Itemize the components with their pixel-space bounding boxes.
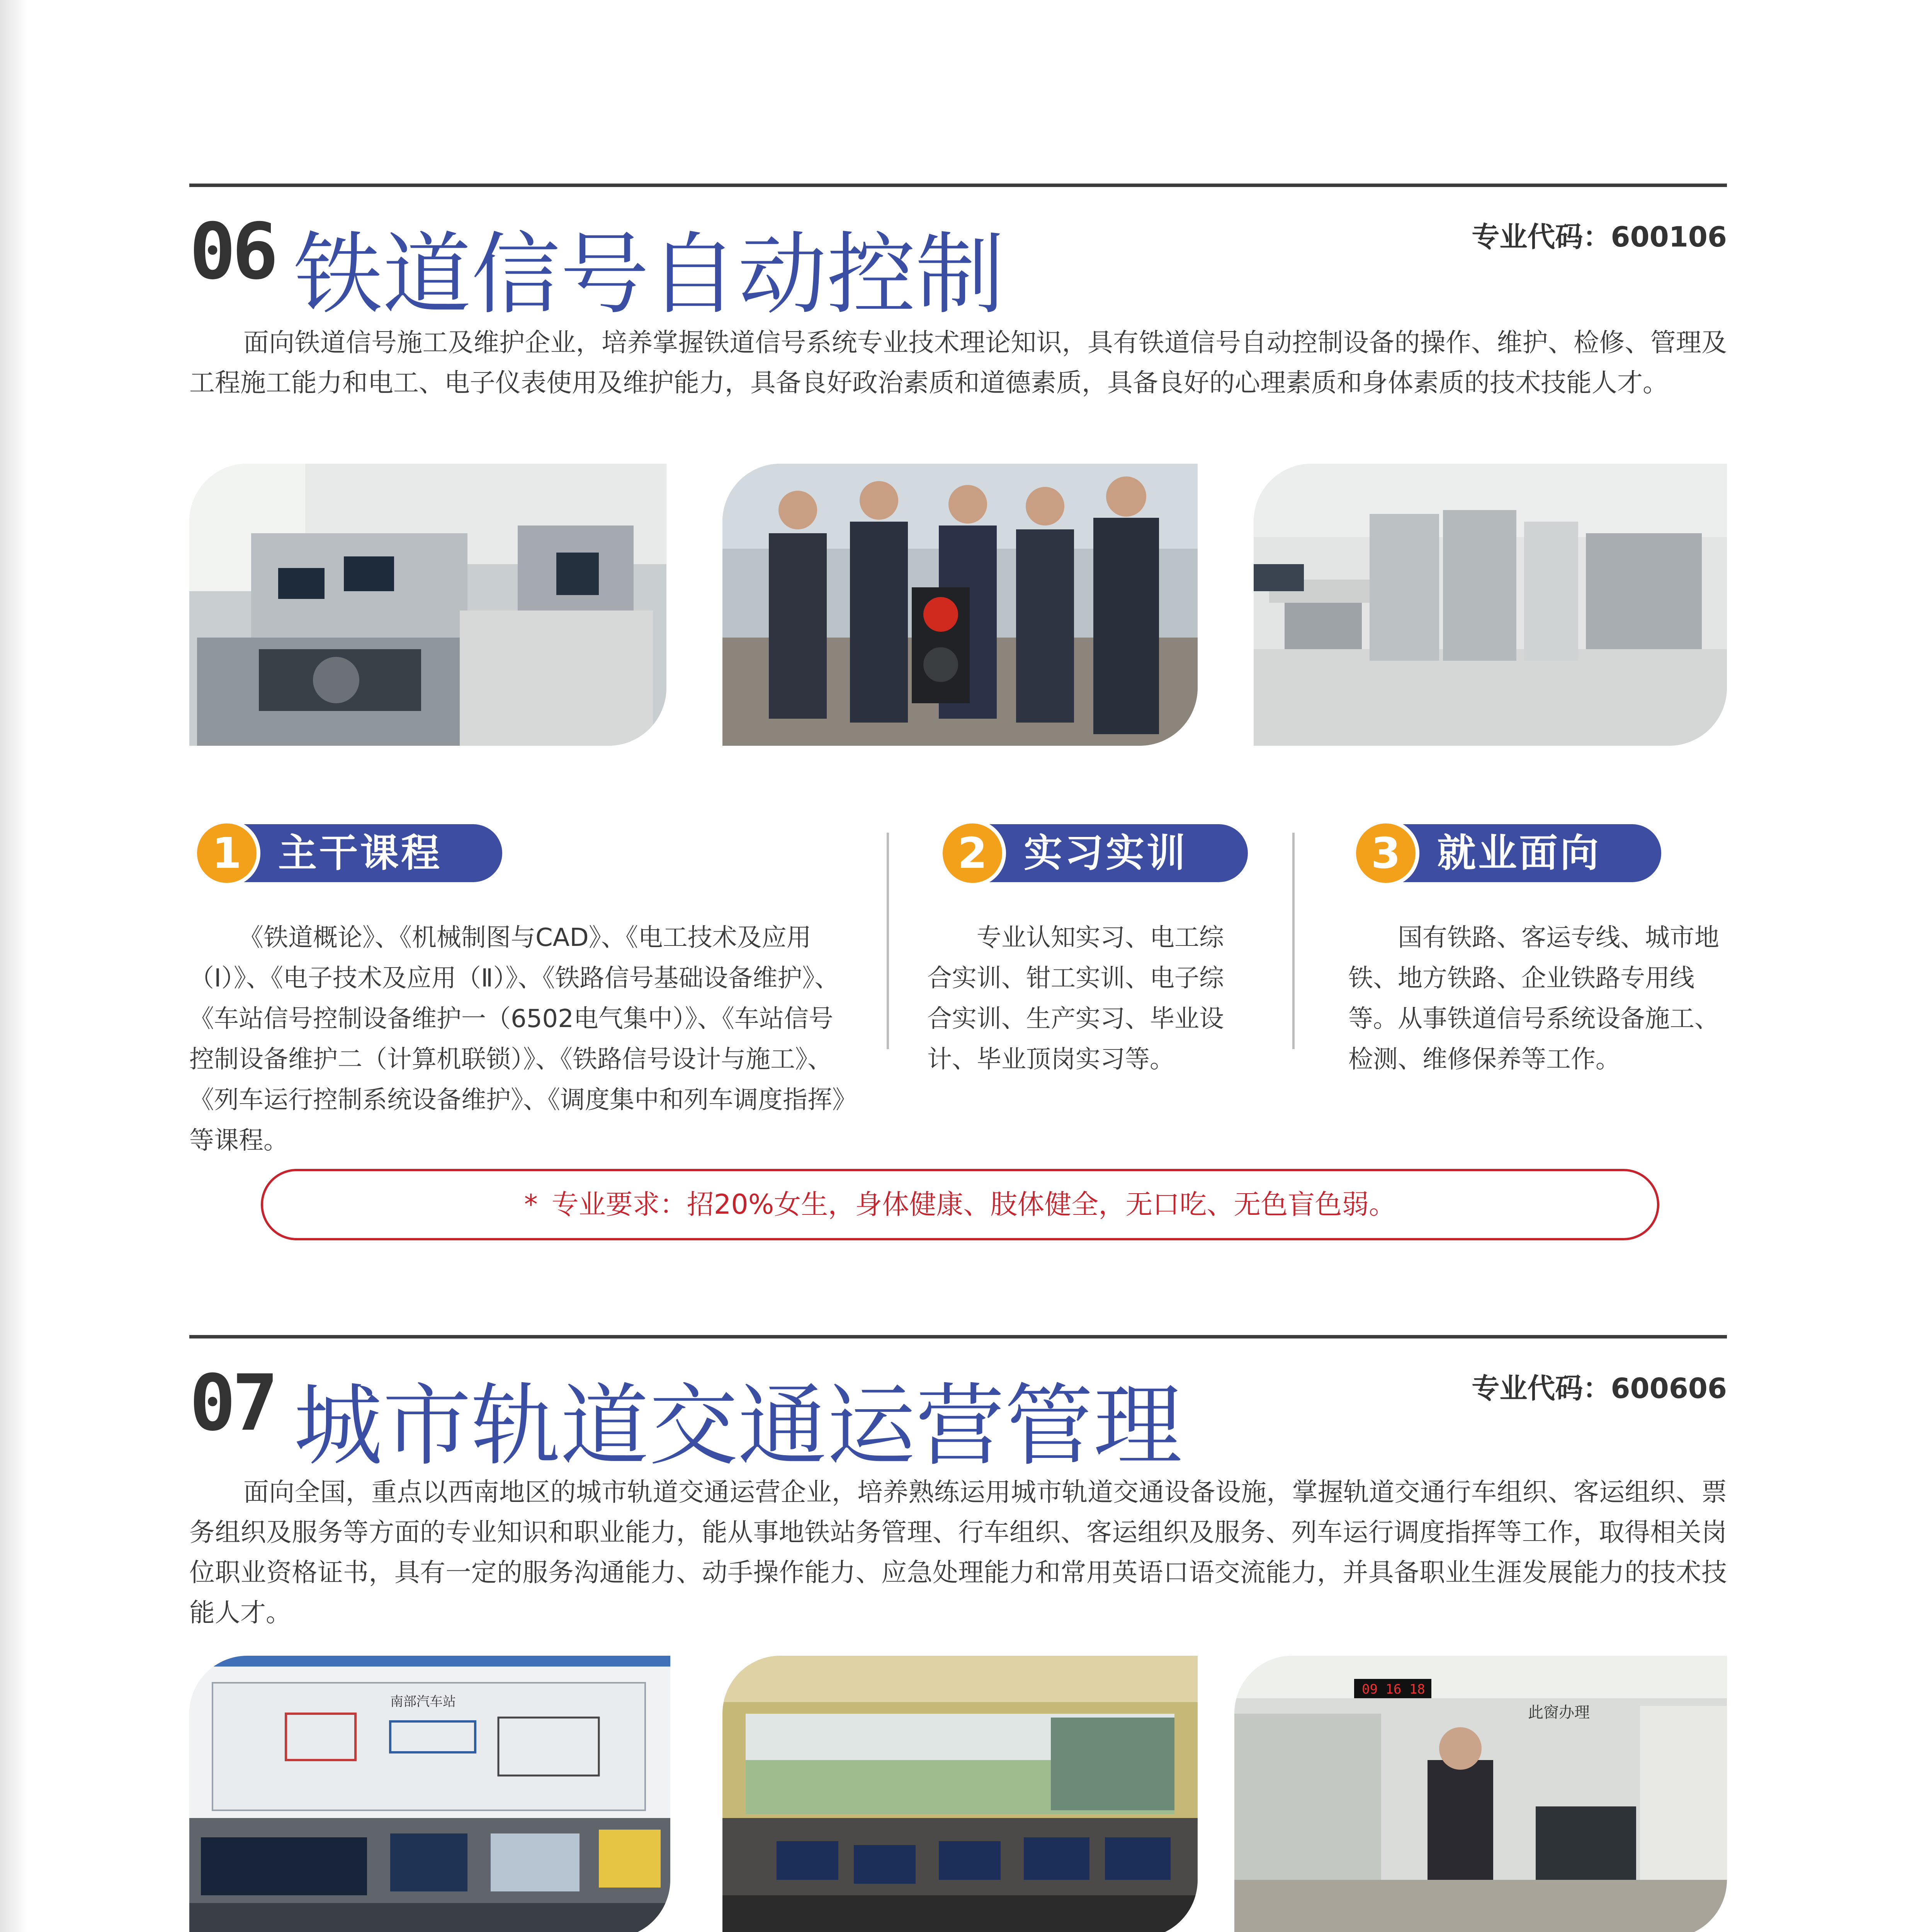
section-rule: [189, 184, 1727, 187]
badge-number: 2: [939, 820, 1006, 887]
badge-label: 实习实训: [1024, 830, 1188, 876]
badge-employment: [1360, 824, 1661, 882]
section-intro: 面向铁道信号施工及维护企业，培养掌握铁道信号系统专业技术理论知识，具有铁道信号自动控制设备的操作、维护、检修、管理及工程施工能力和电工、电子仪表使用及维护能力，具备良好政治素质和道德素质，具备良好的心理素质和身体素质的技术技能人才。: [189, 328, 1727, 398]
requirement-text: 专业要求：招20%女生，身体健康、肢体健全，无口吃、无色盲色弱。: [551, 1189, 1396, 1220]
major-requirement: [261, 1169, 1659, 1240]
section-title: 城市轨道交通运营管理: [294, 1375, 1183, 1478]
major-code: 专业代码：600106: [1472, 221, 1727, 253]
badge-internship: [947, 824, 1248, 882]
employment-text: 国有铁路、客运专线、城市地铁、地方铁路、企业铁路专用线等。从事铁道信号系统设备施工、检测、维修保养等工作。: [1348, 923, 1719, 1074]
photo-students-signal: [722, 464, 1198, 746]
badge-label: 主干课程: [278, 830, 442, 876]
panel-title: 南部汽车站: [390, 1694, 456, 1709]
badge-label: 就业面向: [1437, 830, 1601, 876]
section-intro: 面向全国，重点以西南地区的城市轨道交通运营企业，培养熟练运用城市轨道交通设备设施，掌握轨道交通行车组织、客运组织、票务组织及服务等方面的专业知识和职业能力，能从事地铁站务管理、行车组织、客运组织及服务、列车运行调度指挥等工作，取得相关岗位职业资格证书，具有一定的服务沟通能力、动手操作能力、应急处理能力和常用英语口语交流能力，并具备职业生涯发展能力的技术技能人才。: [189, 1477, 1727, 1628]
internship-text: 专业认知实习、电工综合实训、钳工实训、电子综合实训、生产实习、毕业设计、毕业顶岗实习等。: [927, 923, 1224, 1074]
section-title: 铁道信号自动控制: [294, 223, 1005, 327]
badge-number: 3: [1352, 820, 1419, 887]
photo-signal-lab: [189, 464, 666, 746]
section-number: 06: [189, 207, 275, 297]
column-divider: [887, 833, 889, 1049]
photo-equipment-room: [1254, 464, 1727, 746]
core-courses-text: 《铁道概论》、《机械制图与CAD》、《电工技术及应用（Ⅰ）》、《电子技术及应用（Ⅱ）》、《铁路信号基础设备维护》、《车站信号控制设备维护一（6502电气集中）》、《车站信号控制设备维护二（计算机联锁）》、《铁路信号设计与施工》、《列车运行控制系统设备维护》、《调度集中和列车调度指挥》等课程。: [189, 923, 845, 1155]
page-edge-shadow: [0, 0, 27, 1932]
column-divider: [1292, 833, 1295, 1049]
photo-ticket-office: [1234, 1656, 1727, 1932]
major-code: 专业代码：600606: [1472, 1372, 1727, 1405]
requirement-star: *: [524, 1189, 538, 1220]
booth-sign: 此窗办理: [1528, 1704, 1590, 1721]
photo-control-room: [189, 1656, 670, 1932]
section-number: 07: [189, 1358, 275, 1448]
photo-simulation-lab: [722, 1656, 1198, 1932]
section-rule: [189, 1335, 1727, 1338]
badge-number: 1: [193, 820, 260, 887]
badge-core-courses: [201, 824, 502, 882]
clock-display: 09 16 18: [1362, 1682, 1425, 1697]
